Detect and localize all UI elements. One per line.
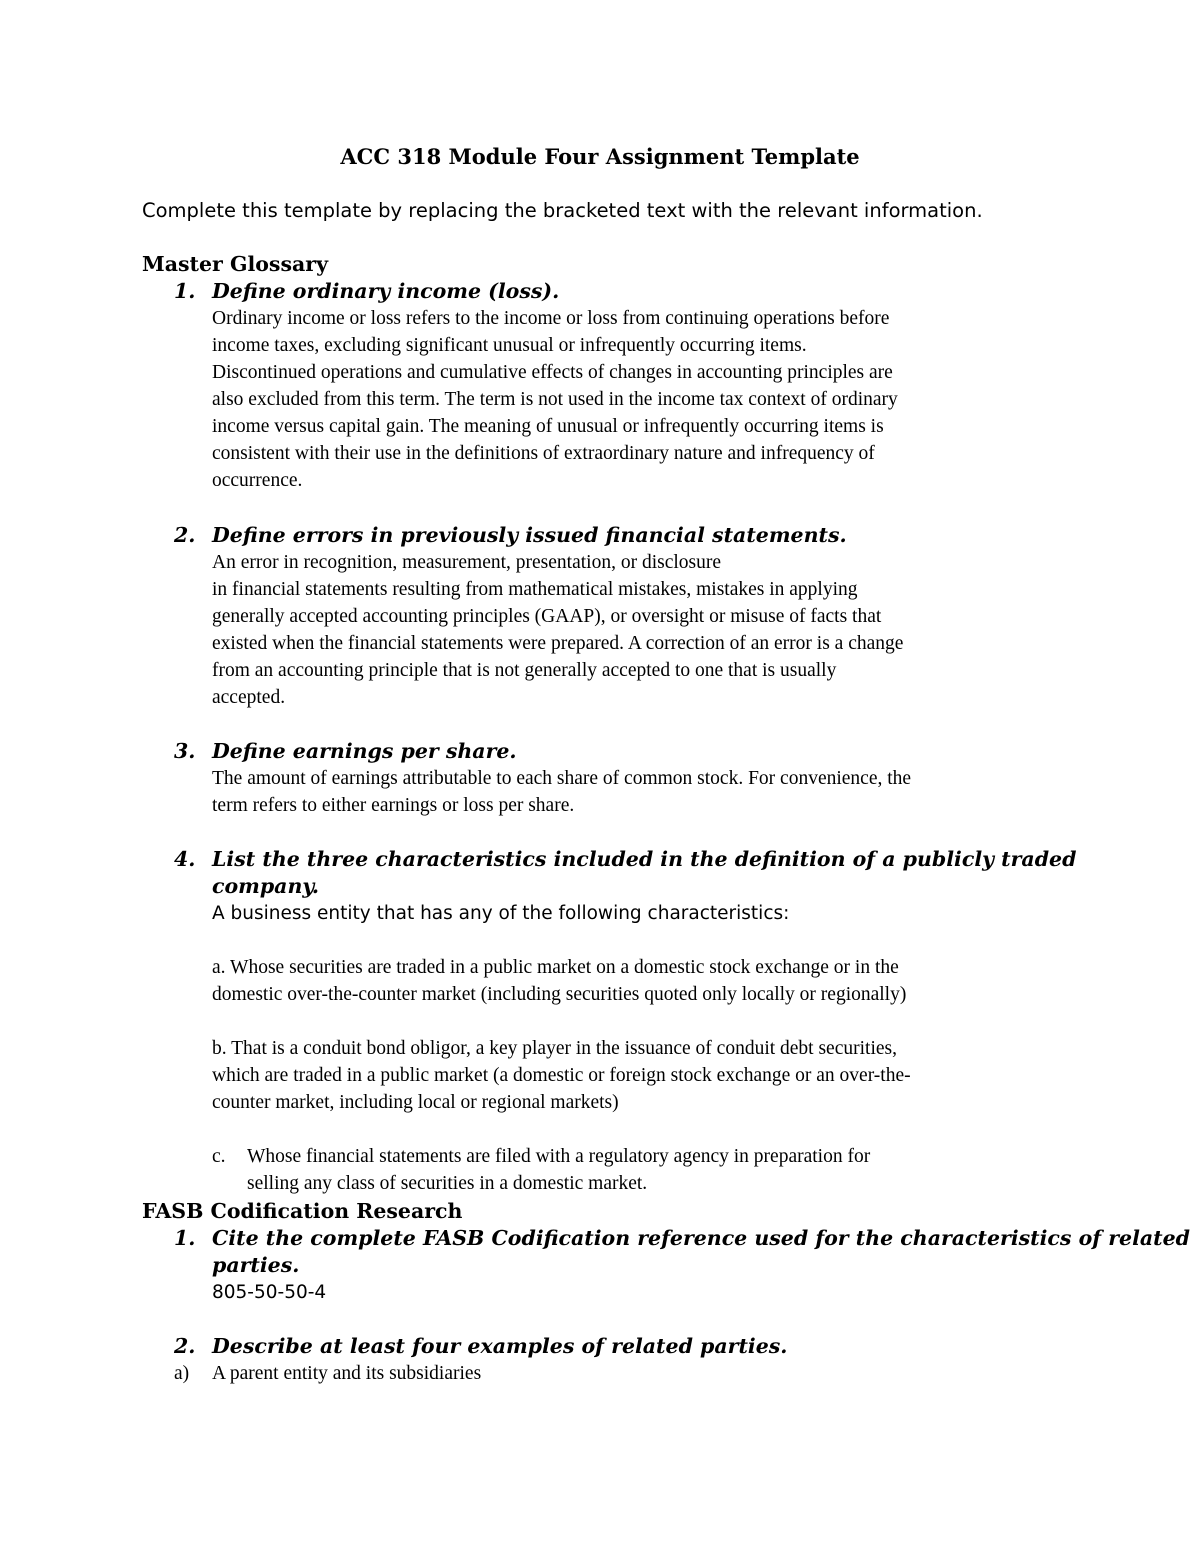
answer-line: also excluded from this term. The term is not used in the income tax context of ordinary <box>212 389 898 410</box>
answer-text <box>142 1279 1082 1306</box>
glossary-question-4 <box>142 846 1082 1197</box>
answer-line: from an accounting principle that is not generally accepted to one that is usually <box>212 660 837 681</box>
question-text <box>142 738 1082 765</box>
answer-line: counter market, including local or regional markets) <box>212 1092 619 1113</box>
question-label: Describe at least four examples of related parties. <box>212 1334 788 1358</box>
question-number: 1. <box>174 1226 196 1250</box>
question-label-line: parties. <box>212 1253 300 1277</box>
answer-line: b. That is a conduit bond obligor, a key player in the issuance of conduit debt securities, <box>212 1038 897 1059</box>
answer-line: selling any class of securities in a domestic market. <box>247 1173 648 1194</box>
question-text <box>142 1225 1190 1279</box>
glossary-question-1 <box>142 278 1082 494</box>
answer-line: Ordinary income or loss refers to the income or loss from continuing operations before <box>212 308 890 329</box>
characteristic-c <box>142 1143 1082 1197</box>
glossary-question-3 <box>142 738 1082 819</box>
answer-intro: A business entity that has any of the following characteristics: <box>212 903 790 924</box>
instructions-text: Complete this template by replacing the bracketed text with the relevant information. <box>142 199 983 222</box>
answer-line: existed when the financial statements were prepared. A correction of an error is a change <box>212 633 904 654</box>
question-label: Define ordinary income (loss). <box>212 279 560 303</box>
question-number: 3. <box>174 739 196 763</box>
question-text <box>142 1333 1082 1360</box>
question-number: 2. <box>174 523 196 547</box>
answer-line: a. Whose securities are traded in a public market on a domestic stock exchange or in the <box>212 957 899 978</box>
list-item <box>142 1360 1082 1387</box>
section-heading-fasb-research: FASB Codification Research <box>142 1199 463 1223</box>
list-item-text: A parent entity and its subsidiaries <box>212 1363 482 1384</box>
question-label: Define earnings per share. <box>212 739 517 763</box>
answer-line: Whose financial statements are filed with a regulatory agency in preparation for <box>247 1146 871 1167</box>
answer-line: consistent with their use in the definitions of extraordinary nature and infrequency of <box>212 443 875 464</box>
list-letter: c. <box>212 1146 226 1167</box>
fasb-question-2 <box>142 1333 1082 1360</box>
answer-text <box>142 549 1082 711</box>
answer-line: generally accepted accounting principles (GAAP), or oversight or misuse of facts that <box>212 606 882 627</box>
characteristic-a <box>212 954 1082 1008</box>
question-label: List the three characteristics included in the definition of a publicly traded company. <box>212 847 1077 898</box>
answer-line: in financial statements resulting from mathematical mistakes, mistakes in applying <box>212 579 858 600</box>
related-party-example-a <box>142 1360 1082 1387</box>
question-number: 2. <box>174 1334 196 1358</box>
glossary-question-2 <box>142 522 1082 711</box>
fasb-question-1 <box>142 1225 1190 1306</box>
answer-line: domestic over-the-counter market (including securities quoted only locally or regionally) <box>212 984 907 1005</box>
answer-line: which are traded in a public market (a domestic or foreign stock exchange or an over-the- <box>212 1065 911 1086</box>
codification-reference: 805-50-50-4 <box>212 1282 327 1303</box>
answer-line: occurrence. <box>212 470 303 491</box>
section-heading-master-glossary: Master Glossary <box>142 252 329 276</box>
question-number: 4. <box>174 847 196 871</box>
answer-line: An error in recognition, measurement, presentation, or disclosure <box>212 552 722 573</box>
answer-text <box>142 305 1082 494</box>
question-text <box>142 278 1082 305</box>
answer-line: income versus capital gain. The meaning of unusual or infrequently occurring items is <box>212 416 884 437</box>
question-label: Define errors in previously issued financial statements. <box>212 523 847 547</box>
answer-line: The amount of earnings attributable to each share of common stock. For convenience, the <box>212 768 912 789</box>
answer-text <box>142 765 1082 819</box>
question-label-line: Cite the complete FASB Codification reference used for the characteristics of related <box>212 1226 1190 1250</box>
answer-line: accepted. <box>212 687 286 708</box>
characteristic-b <box>212 1035 1082 1116</box>
question-number: 1. <box>174 279 196 303</box>
answer-line: term refers to either earnings or loss per share. <box>212 795 575 816</box>
question-text <box>142 522 1082 549</box>
answer-line: Discontinued operations and cumulative effects of changes in accounting principles are <box>212 362 893 383</box>
list-letter: a) <box>174 1363 190 1384</box>
answer-line: income taxes, excluding significant unusual or infrequently occurring items. <box>212 335 807 356</box>
document-title: ACC 318 Module Four Assignment Template <box>340 144 860 169</box>
answer-text <box>142 900 1082 1116</box>
question-text <box>142 846 1082 900</box>
